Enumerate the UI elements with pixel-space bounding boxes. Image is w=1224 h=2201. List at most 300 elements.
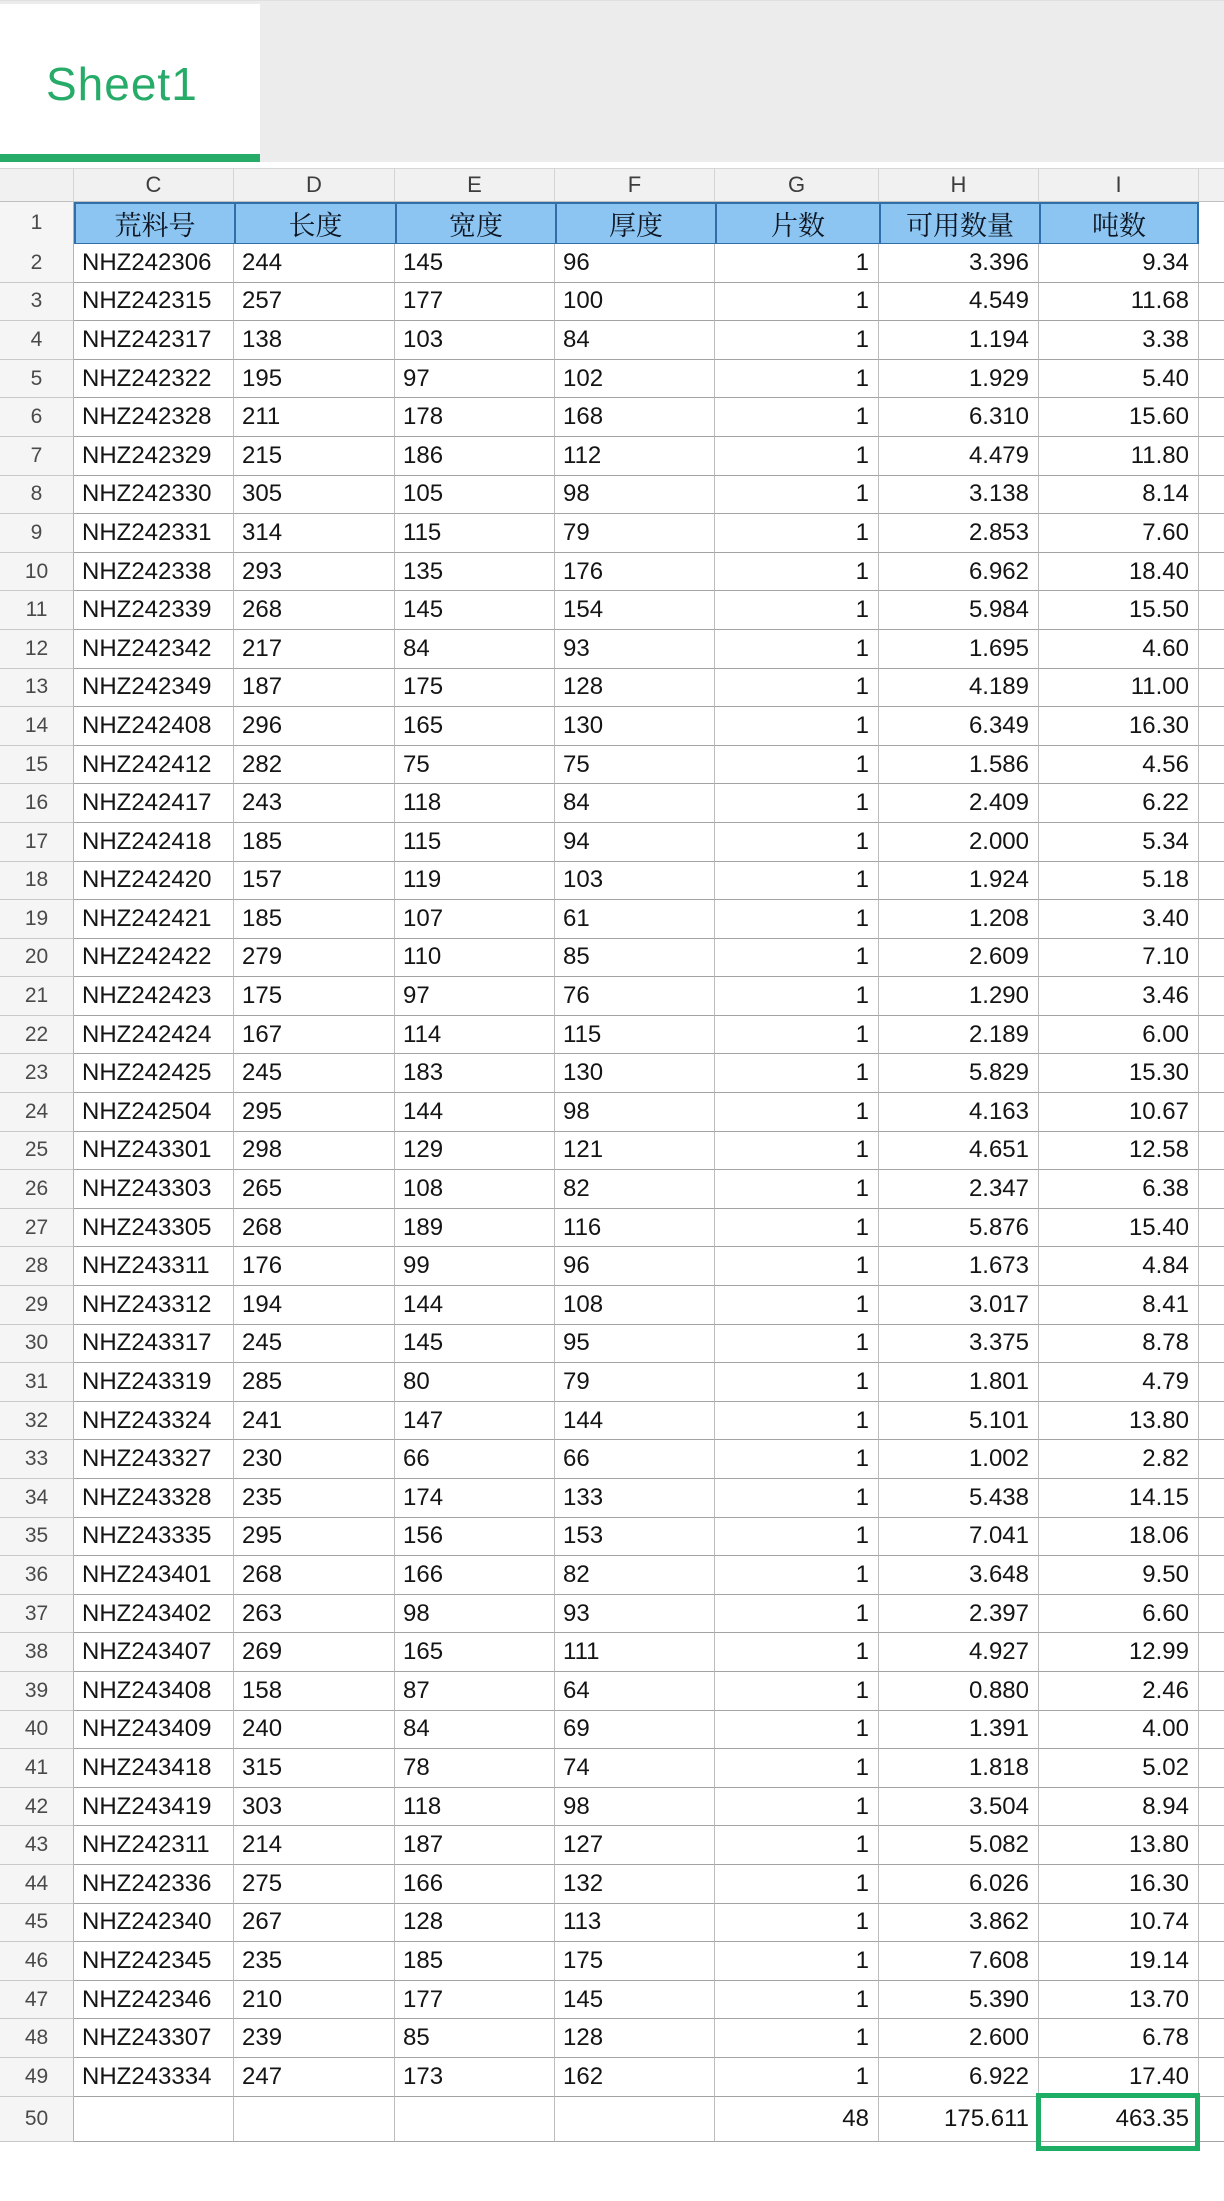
cell-width[interactable]: 129 <box>395 1132 555 1171</box>
row-number[interactable]: 14 <box>0 707 74 746</box>
cell-pieces[interactable]: 1 <box>715 784 879 823</box>
cell-pieces[interactable]: 1 <box>715 669 879 708</box>
cell-thickness[interactable]: 96 <box>555 244 715 283</box>
row-number[interactable]: 7 <box>0 437 74 476</box>
cell-block-no[interactable]: NHZ243407 <box>74 1633 234 1672</box>
cell-tons[interactable]: 16.30 <box>1039 707 1199 746</box>
cell-pieces[interactable]: 1 <box>715 862 879 901</box>
cell-tons[interactable]: 10.74 <box>1039 1904 1199 1943</box>
cell-width[interactable]: 87 <box>395 1672 555 1711</box>
cell-block-no[interactable]: NHZ242421 <box>74 900 234 939</box>
cell-block-no[interactable]: NHZ243418 <box>74 1749 234 1788</box>
cell-width[interactable]: 186 <box>395 437 555 476</box>
row-number[interactable]: 48 <box>0 2019 74 2058</box>
cell-thickness[interactable]: 132 <box>555 1865 715 1904</box>
row-number[interactable]: 40 <box>0 1711 74 1750</box>
cell-length[interactable]: 158 <box>234 1672 395 1711</box>
cell-pieces[interactable]: 1 <box>715 1711 879 1750</box>
cell-tons[interactable]: 4.56 <box>1039 746 1199 785</box>
cell-tons[interactable]: 12.58 <box>1039 1132 1199 1171</box>
cell-usable-qty[interactable]: 5.829 <box>879 1054 1039 1093</box>
cell-length[interactable]: 268 <box>234 591 395 630</box>
cell-usable-qty[interactable]: 2.397 <box>879 1595 1039 1634</box>
cell-width[interactable]: 80 <box>395 1363 555 1402</box>
row-number[interactable]: 20 <box>0 939 74 978</box>
cell-width[interactable]: 78 <box>395 1749 555 1788</box>
cell-tons[interactable]: 13.80 <box>1039 1402 1199 1441</box>
cell-block-no[interactable]: NHZ243301 <box>74 1132 234 1171</box>
cell-pieces[interactable]: 1 <box>715 707 879 746</box>
cell-thickness[interactable]: 128 <box>555 2019 715 2058</box>
cell-block-no[interactable]: NHZ243327 <box>74 1440 234 1479</box>
cell-tons[interactable]: 4.00 <box>1039 1711 1199 1750</box>
cell-thickness[interactable]: 153 <box>555 1518 715 1557</box>
cell-block-no[interactable]: NHZ243328 <box>74 1479 234 1518</box>
cell-thickness[interactable]: 108 <box>555 1286 715 1325</box>
cell-usable-qty[interactable]: 6.922 <box>879 2058 1039 2097</box>
cell-usable-qty[interactable]: 1.194 <box>879 321 1039 360</box>
cell-usable-qty[interactable]: 1.290 <box>879 977 1039 1016</box>
cell-width[interactable]: 97 <box>395 977 555 1016</box>
cell-length[interactable]: 267 <box>234 1904 395 1943</box>
cell-pieces[interactable]: 1 <box>715 1016 879 1055</box>
cell-usable-qty[interactable]: 4.479 <box>879 437 1039 476</box>
cell-block-no[interactable]: NHZ243402 <box>74 1595 234 1634</box>
row-number[interactable]: 8 <box>0 476 74 515</box>
cell-width[interactable]: 119 <box>395 862 555 901</box>
cell-block-no[interactable]: NHZ243303 <box>74 1170 234 1209</box>
cell-usable-qty[interactable]: 1.391 <box>879 1711 1039 1750</box>
cell-thickness[interactable]: 98 <box>555 1788 715 1827</box>
cell-thickness[interactable]: 74 <box>555 1749 715 1788</box>
row-number[interactable]: 46 <box>0 1942 74 1981</box>
cell-usable-qty[interactable]: 5.390 <box>879 1981 1039 2020</box>
cell-length[interactable]: 239 <box>234 2019 395 2058</box>
cell-usable-qty[interactable]: 6.310 <box>879 398 1039 437</box>
cell-length[interactable]: 244 <box>234 244 395 283</box>
cell-thickness[interactable]: 95 <box>555 1325 715 1364</box>
cell-thickness[interactable]: 69 <box>555 1711 715 1750</box>
cell-usable-qty[interactable]: 1.929 <box>879 360 1039 399</box>
cell-width[interactable]: 178 <box>395 398 555 437</box>
cell-usable-qty[interactable]: 1.818 <box>879 1749 1039 1788</box>
row-number[interactable]: 32 <box>0 1402 74 1441</box>
cell-width[interactable]: 84 <box>395 630 555 669</box>
cell-pieces[interactable]: 1 <box>715 1826 879 1865</box>
cell-width[interactable]: 156 <box>395 1518 555 1557</box>
cell-block-no[interactable]: NHZ242328 <box>74 398 234 437</box>
cell-length[interactable]: 293 <box>234 553 395 592</box>
cell-block-no[interactable]: NHZ242306 <box>74 244 234 283</box>
cell-usable-qty[interactable]: 1.673 <box>879 1247 1039 1286</box>
cell-pieces[interactable]: 1 <box>715 1440 879 1479</box>
cell-length[interactable]: 214 <box>234 1826 395 1865</box>
cell-length[interactable]: 241 <box>234 1402 395 1441</box>
cell-tons[interactable]: 15.60 <box>1039 398 1199 437</box>
cell-pieces[interactable]: 1 <box>715 591 879 630</box>
cell-width[interactable]: 118 <box>395 784 555 823</box>
cell-usable-qty[interactable]: 5.438 <box>879 1479 1039 1518</box>
cell-usable-qty[interactable]: 6.349 <box>879 707 1039 746</box>
cell-pieces[interactable]: 1 <box>715 514 879 553</box>
cell-tons[interactable]: 5.18 <box>1039 862 1199 901</box>
cell-pieces[interactable]: 1 <box>715 746 879 785</box>
cell-width[interactable]: 84 <box>395 1711 555 1750</box>
cell-thickness[interactable]: 76 <box>555 977 715 1016</box>
cell-length[interactable]: 257 <box>234 283 395 322</box>
header-cell-width[interactable]: 宽度 <box>395 202 555 245</box>
cell-length[interactable]: 176 <box>234 1247 395 1286</box>
cell-thickness[interactable]: 94 <box>555 823 715 862</box>
cell-usable-qty[interactable]: 2.000 <box>879 823 1039 862</box>
cell-usable-qty[interactable]: 5.876 <box>879 1209 1039 1248</box>
cell-block-no[interactable]: NHZ242342 <box>74 630 234 669</box>
cell-thickness[interactable]: 79 <box>555 514 715 553</box>
cell-tons[interactable]: 15.30 <box>1039 1054 1199 1093</box>
cell-length[interactable]: 211 <box>234 398 395 437</box>
cell-block-no[interactable]: NHZ242349 <box>74 669 234 708</box>
row-number[interactable]: 33 <box>0 1440 74 1479</box>
header-cell-tons[interactable]: 吨数 <box>1039 202 1199 245</box>
cell-block-no[interactable]: NHZ242340 <box>74 1904 234 1943</box>
cell-tons[interactable]: 6.78 <box>1039 2019 1199 2058</box>
cell-tons[interactable]: 6.38 <box>1039 1170 1199 1209</box>
cell-thickness[interactable]: 144 <box>555 1402 715 1441</box>
cell-thickness[interactable]: 145 <box>555 1981 715 2020</box>
cell-tons[interactable]: 7.60 <box>1039 514 1199 553</box>
cell-pieces[interactable]: 1 <box>715 360 879 399</box>
column-header-F[interactable]: F <box>555 169 715 202</box>
cell-usable-qty[interactable]: 5.101 <box>879 1402 1039 1441</box>
cell-width[interactable]: 75 <box>395 746 555 785</box>
cell-length[interactable]: 295 <box>234 1518 395 1557</box>
cell-usable-qty[interactable]: 4.927 <box>879 1633 1039 1672</box>
cell-width[interactable]: 145 <box>395 244 555 283</box>
cell-pieces[interactable]: 1 <box>715 1170 879 1209</box>
cell-pieces[interactable]: 1 <box>715 1247 879 1286</box>
cell-thickness[interactable]: 168 <box>555 398 715 437</box>
cell-width[interactable]: 145 <box>395 591 555 630</box>
cell-tons[interactable]: 5.40 <box>1039 360 1199 399</box>
cell-usable-qty[interactable]: 6.026 <box>879 1865 1039 1904</box>
cell-tons[interactable]: 6.22 <box>1039 784 1199 823</box>
cell-usable-qty[interactable]: 3.375 <box>879 1325 1039 1364</box>
cell-block-no[interactable]: NHZ243408 <box>74 1672 234 1711</box>
cell-pieces[interactable]: 1 <box>715 1942 879 1981</box>
row-number-50[interactable]: 50 <box>0 2097 74 2142</box>
cell-pieces[interactable]: 1 <box>715 437 879 476</box>
cell-pieces[interactable]: 1 <box>715 939 879 978</box>
header-cell-usable-qty[interactable]: 可用数量 <box>879 202 1039 245</box>
row-number[interactable]: 45 <box>0 1904 74 1943</box>
cell-block-no[interactable]: NHZ242336 <box>74 1865 234 1904</box>
cell-usable-qty[interactable]: 1.208 <box>879 900 1039 939</box>
cell-tons[interactable]: 15.50 <box>1039 591 1199 630</box>
cell-pieces[interactable]: 1 <box>715 1633 879 1672</box>
cell-thickness[interactable]: 121 <box>555 1132 715 1171</box>
cell-block-no[interactable]: NHZ242315 <box>74 283 234 322</box>
cell-block-no[interactable]: NHZ242423 <box>74 977 234 1016</box>
cell-width[interactable]: 147 <box>395 1402 555 1441</box>
cell-width[interactable]: 99 <box>395 1247 555 1286</box>
cell-width[interactable]: 85 <box>395 2019 555 2058</box>
cell-width[interactable]: 144 <box>395 1286 555 1325</box>
cell-length[interactable]: 268 <box>234 1209 395 1248</box>
row-number[interactable]: 49 <box>0 2058 74 2097</box>
row-number[interactable]: 3 <box>0 283 74 322</box>
cell-block-no[interactable]: NHZ243324 <box>74 1402 234 1441</box>
cell-width[interactable]: 103 <box>395 321 555 360</box>
cell-tons[interactable]: 5.34 <box>1039 823 1199 862</box>
cell-usable-qty[interactable]: 4.651 <box>879 1132 1039 1171</box>
cell-width[interactable]: 183 <box>395 1054 555 1093</box>
column-header-C[interactable]: C <box>74 169 234 202</box>
cell-width[interactable]: 114 <box>395 1016 555 1055</box>
cell-block-no[interactable]: NHZ242418 <box>74 823 234 862</box>
cell-length[interactable]: 305 <box>234 476 395 515</box>
cell-thickness[interactable]: 111 <box>555 1633 715 1672</box>
cell-usable-qty[interactable]: 2.600 <box>879 2019 1039 2058</box>
cell-usable-qty[interactable]: 3.504 <box>879 1788 1039 1827</box>
cell-width[interactable]: 145 <box>395 1325 555 1364</box>
cell-pieces[interactable]: 1 <box>715 398 879 437</box>
column-header-D[interactable]: D <box>234 169 395 202</box>
cell-length[interactable]: 265 <box>234 1170 395 1209</box>
cell-D50-empty[interactable] <box>234 2097 395 2142</box>
cell-pieces[interactable]: 1 <box>715 1325 879 1364</box>
cell-length[interactable]: 247 <box>234 2058 395 2097</box>
cell-usable-qty[interactable]: 1.695 <box>879 630 1039 669</box>
cell-tons[interactable]: 16.30 <box>1039 1865 1199 1904</box>
cell-tons[interactable]: 8.14 <box>1039 476 1199 515</box>
row-number[interactable]: 19 <box>0 900 74 939</box>
cell-width[interactable]: 165 <box>395 1633 555 1672</box>
cell-pieces-total[interactable]: 48 <box>715 2097 879 2142</box>
row-number[interactable]: 37 <box>0 1595 74 1634</box>
cell-block-no[interactable]: NHZ243312 <box>74 1286 234 1325</box>
cell-pieces[interactable]: 1 <box>715 1479 879 1518</box>
cell-block-no[interactable]: NHZ243305 <box>74 1209 234 1248</box>
row-number[interactable]: 36 <box>0 1556 74 1595</box>
row-number[interactable]: 42 <box>0 1788 74 1827</box>
cell-length[interactable]: 210 <box>234 1981 395 2020</box>
cell-pieces[interactable]: 1 <box>715 1286 879 1325</box>
cell-quantity-total[interactable]: 175.611 <box>879 2097 1039 2142</box>
cell-tons[interactable]: 3.40 <box>1039 900 1199 939</box>
cell-pieces[interactable]: 1 <box>715 823 879 862</box>
cell-pieces[interactable]: 1 <box>715 1093 879 1132</box>
cell-length[interactable]: 303 <box>234 1788 395 1827</box>
cell-block-no[interactable]: NHZ243334 <box>74 2058 234 2097</box>
cell-block-no[interactable]: NHZ242322 <box>74 360 234 399</box>
cell-block-no[interactable]: NHZ243317 <box>74 1325 234 1364</box>
row-number[interactable]: 15 <box>0 746 74 785</box>
cell-pieces[interactable]: 1 <box>715 1595 879 1634</box>
cell-width[interactable]: 97 <box>395 360 555 399</box>
cell-tons[interactable]: 18.40 <box>1039 553 1199 592</box>
cell-width[interactable]: 135 <box>395 553 555 592</box>
cell-width[interactable]: 165 <box>395 707 555 746</box>
column-header-G[interactable]: G <box>715 169 879 202</box>
cell-block-no[interactable]: NHZ242504 <box>74 1093 234 1132</box>
row-number[interactable]: 41 <box>0 1749 74 1788</box>
row-number[interactable]: 12 <box>0 630 74 669</box>
cell-usable-qty[interactable]: 0.880 <box>879 1672 1039 1711</box>
row-number[interactable]: 28 <box>0 1247 74 1286</box>
cell-length[interactable]: 245 <box>234 1325 395 1364</box>
row-number[interactable]: 47 <box>0 1981 74 2020</box>
cell-thickness[interactable]: 102 <box>555 360 715 399</box>
cell-width[interactable]: 108 <box>395 1170 555 1209</box>
cell-tons[interactable]: 14.15 <box>1039 1479 1199 1518</box>
cell-thickness[interactable]: 133 <box>555 1479 715 1518</box>
cell-block-no[interactable]: NHZ242408 <box>74 707 234 746</box>
cell-thickness[interactable]: 112 <box>555 437 715 476</box>
row-number[interactable]: 21 <box>0 977 74 1016</box>
row-number[interactable]: 10 <box>0 553 74 592</box>
cell-block-no[interactable]: NHZ243335 <box>74 1518 234 1557</box>
cell-width[interactable]: 98 <box>395 1595 555 1634</box>
cell-pieces[interactable]: 1 <box>715 1363 879 1402</box>
cell-tons[interactable]: 6.00 <box>1039 1016 1199 1055</box>
cell-length[interactable]: 263 <box>234 1595 395 1634</box>
cell-length[interactable]: 295 <box>234 1093 395 1132</box>
cell-thickness[interactable]: 96 <box>555 1247 715 1286</box>
cell-tons[interactable]: 9.34 <box>1039 244 1199 283</box>
cell-pieces[interactable]: 1 <box>715 1904 879 1943</box>
cell-block-no[interactable]: NHZ242330 <box>74 476 234 515</box>
cell-usable-qty[interactable]: 1.002 <box>879 1440 1039 1479</box>
cell-thickness[interactable]: 113 <box>555 1904 715 1943</box>
cell-length[interactable]: 298 <box>234 1132 395 1171</box>
cell-length[interactable]: 269 <box>234 1633 395 1672</box>
cell-tons[interactable]: 13.70 <box>1039 1981 1199 2020</box>
cell-length[interactable]: 282 <box>234 746 395 785</box>
cell-length[interactable]: 296 <box>234 707 395 746</box>
cell-thickness[interactable]: 93 <box>555 630 715 669</box>
cell-block-no[interactable]: NHZ243401 <box>74 1556 234 1595</box>
cell-tons[interactable]: 3.38 <box>1039 321 1199 360</box>
cell-width[interactable]: 166 <box>395 1865 555 1904</box>
row-number[interactable]: 6 <box>0 398 74 437</box>
row-number-1[interactable]: 1 <box>0 202 74 245</box>
cell-pieces[interactable]: 1 <box>715 1054 879 1093</box>
row-number[interactable]: 26 <box>0 1170 74 1209</box>
cell-length[interactable]: 243 <box>234 784 395 823</box>
row-number[interactable]: 11 <box>0 591 74 630</box>
cell-block-no[interactable]: NHZ242339 <box>74 591 234 630</box>
cell-F50-empty[interactable] <box>555 2097 715 2142</box>
cell-tons[interactable]: 4.84 <box>1039 1247 1199 1286</box>
cell-length[interactable]: 245 <box>234 1054 395 1093</box>
header-cell-pieces[interactable]: 片数 <box>715 202 879 245</box>
cell-thickness[interactable]: 84 <box>555 784 715 823</box>
cell-width[interactable]: 115 <box>395 823 555 862</box>
cell-usable-qty[interactable]: 5.082 <box>879 1826 1039 1865</box>
cell-tons[interactable]: 17.40 <box>1039 2058 1199 2097</box>
cell-thickness[interactable]: 93 <box>555 1595 715 1634</box>
cell-pieces[interactable]: 1 <box>715 2019 879 2058</box>
cell-usable-qty[interactable]: 2.853 <box>879 514 1039 553</box>
cell-block-no[interactable]: NHZ242424 <box>74 1016 234 1055</box>
row-number[interactable]: 31 <box>0 1363 74 1402</box>
cell-usable-qty[interactable]: 3.648 <box>879 1556 1039 1595</box>
header-cell-thickness[interactable]: 厚度 <box>555 202 715 245</box>
cell-length[interactable]: 187 <box>234 669 395 708</box>
cell-usable-qty[interactable]: 6.962 <box>879 553 1039 592</box>
selected-cell-tons-total[interactable]: 463.35 <box>1039 2097 1199 2142</box>
cell-block-no[interactable]: NHZ242412 <box>74 746 234 785</box>
cell-width[interactable]: 144 <box>395 1093 555 1132</box>
cell-length[interactable]: 285 <box>234 1363 395 1402</box>
cell-length[interactable]: 185 <box>234 900 395 939</box>
cell-width[interactable]: 115 <box>395 514 555 553</box>
cell-usable-qty[interactable]: 2.347 <box>879 1170 1039 1209</box>
cell-length[interactable]: 275 <box>234 1865 395 1904</box>
cell-pieces[interactable]: 1 <box>715 283 879 322</box>
cell-pieces[interactable]: 1 <box>715 1132 879 1171</box>
cell-usable-qty[interactable]: 3.396 <box>879 244 1039 283</box>
cell-width[interactable]: 118 <box>395 1788 555 1827</box>
cell-tons[interactable]: 8.94 <box>1039 1788 1199 1827</box>
cell-width[interactable]: 66 <box>395 1440 555 1479</box>
cell-usable-qty[interactable]: 7.608 <box>879 1942 1039 1981</box>
cell-pieces[interactable]: 1 <box>715 630 879 669</box>
cell-tons[interactable]: 13.80 <box>1039 1826 1199 1865</box>
cell-block-no[interactable]: NHZ242422 <box>74 939 234 978</box>
cell-thickness[interactable]: 82 <box>555 1170 715 1209</box>
cell-pieces[interactable]: 1 <box>715 321 879 360</box>
cell-thickness[interactable]: 128 <box>555 669 715 708</box>
cell-usable-qty[interactable]: 1.586 <box>879 746 1039 785</box>
cell-tons[interactable]: 15.40 <box>1039 1209 1199 1248</box>
cell-tons[interactable]: 6.60 <box>1039 1595 1199 1634</box>
cell-pieces[interactable]: 1 <box>715 1865 879 1904</box>
cell-block-no[interactable]: NHZ243311 <box>74 1247 234 1286</box>
cell-block-no[interactable]: NHZ242331 <box>74 514 234 553</box>
cell-length[interactable]: 195 <box>234 360 395 399</box>
row-number[interactable]: 5 <box>0 360 74 399</box>
cell-thickness[interactable]: 66 <box>555 1440 715 1479</box>
cell-block-no[interactable]: NHZ243409 <box>74 1711 234 1750</box>
cell-tons[interactable]: 4.60 <box>1039 630 1199 669</box>
cell-thickness[interactable]: 162 <box>555 2058 715 2097</box>
cell-length[interactable]: 167 <box>234 1016 395 1055</box>
cell-block-no[interactable]: NHZ243307 <box>74 2019 234 2058</box>
cell-length[interactable]: 240 <box>234 1711 395 1750</box>
row-number[interactable]: 39 <box>0 1672 74 1711</box>
cell-tons[interactable]: 8.78 <box>1039 1325 1199 1364</box>
cell-tons[interactable]: 2.46 <box>1039 1672 1199 1711</box>
column-header-E[interactable]: E <box>395 169 555 202</box>
row-number[interactable]: 29 <box>0 1286 74 1325</box>
cell-length[interactable]: 315 <box>234 1749 395 1788</box>
cell-block-no[interactable]: NHZ243419 <box>74 1788 234 1827</box>
cell-block-no[interactable]: NHZ242317 <box>74 321 234 360</box>
cell-pieces[interactable]: 1 <box>715 553 879 592</box>
row-number[interactable]: 23 <box>0 1054 74 1093</box>
cell-block-no[interactable]: NHZ242311 <box>74 1826 234 1865</box>
cell-tons[interactable]: 7.10 <box>1039 939 1199 978</box>
cell-block-no[interactable]: NHZ243319 <box>74 1363 234 1402</box>
cell-tons[interactable]: 18.06 <box>1039 1518 1199 1557</box>
cell-thickness[interactable]: 176 <box>555 553 715 592</box>
row-number[interactable]: 44 <box>0 1865 74 1904</box>
cell-usable-qty[interactable]: 3.138 <box>879 476 1039 515</box>
cell-usable-qty[interactable]: 3.017 <box>879 1286 1039 1325</box>
cell-pieces[interactable]: 1 <box>715 900 879 939</box>
cell-width[interactable]: 173 <box>395 2058 555 2097</box>
